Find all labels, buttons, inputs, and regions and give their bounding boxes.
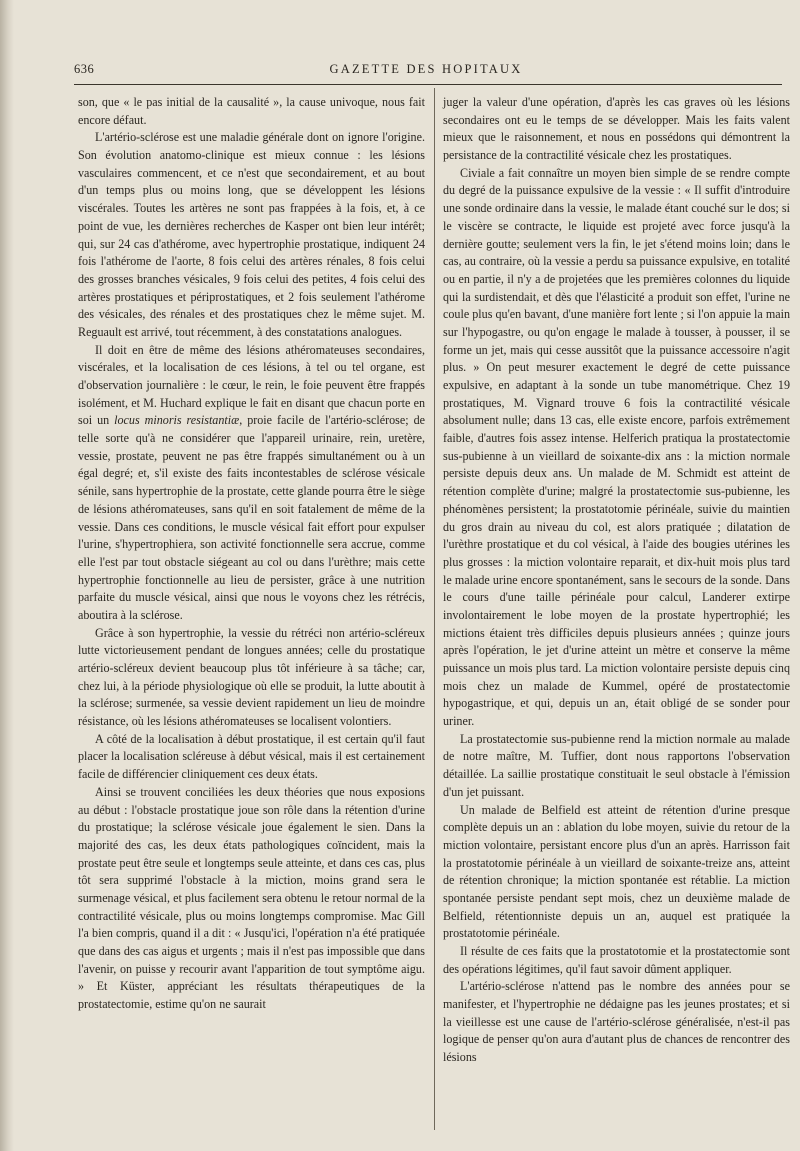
paragraph: juger la valeur d'une opération, d'après les cas graves où les lésions secondaires ont eu le temps de se développer. Mais les faits valent mieux que le raisonnement, et nous en possédons qui démontrent la persistance de la contractilité vésicale chez les prostatiques.: [443, 95, 790, 163]
left-column: [78, 94, 425, 1014]
paragraph: La prostatectomie sus-pubienne rend la miction normale au malade de notre maître, M. Tuffier, dont nous rapportons l'observation détaillée. La saillie prostatique constituait le seul obstacle à l'émission d'un jet puissant.: [443, 731, 790, 799]
page-binding-edge: [0, 0, 14, 1151]
header-rule: [74, 84, 782, 85]
paragraph-text: Il doit en être de même des lésions athéromateuses secondaires, viscérales, et la localisation de ces lésions, à tel ou tel organe, est d'observation journalière : le cœur, le rein, le foie peuvent être frappés isolément, et M. Huchard explique le fait en disant que chacun porte en soi un: [78, 342, 425, 428]
paragraph: Un malade de Belfield est atteint de rétention d'urine presque complète depuis un an : ablation du lobe moyen, suivie du retour de la miction volontaire, persistant encore plus d'un an après. Harrisson fait la prostatotomie périnéale à un vieillard de soixante-treize ans, atteint de rétention chronique; la miction spontanée est rétablie. La miction spontanée persiste pendant sept mois, chez un deuxième malade de Belfield, rétentionniste depuis un an, auquel est pratiquée la prostatotomie périnéale.: [443, 802, 790, 941]
paragraph: Il résulte de ces faits que la prostatotomie et la prostatectomie sont des opérations légitimes, qu'il faut savoir dûment appliquer.: [443, 944, 790, 976]
running-head: GAZETTE DES HOPITAUX: [329, 62, 523, 76]
paragraph: [78, 342, 425, 625]
paragraph: Ainsi se trouvent conciliées les deux théories que nous exposions au début : l'obstacle prostatique joue son rôle dans la rétention d'urine du prostatique; la sclérose vésicale joue également le sien. Dans la majorité des cas, les deux états pathologiques coïncident, mais la prostate peut être seule et longtemps seule atteinte, et dans ces cas, plus tôt sera supprimé l'obstacle à la miction, moins grand sera le surmenage vésical, et plus facilement sera obtenu le retour normal de la contractilité vésicale, plus ou moins longtemps compromise. Mac Gill l'a bien compris, quand il a dit : « Jusqu'ici, l'opération n'a été pratiquée que dans des cas aigus et urgents ; mais il n'est pas impossible que dans l'avenir, on puisse y recourir avant l'apparition de tout symptôme aigu. » Et Küster, appréciant les résultats thérapeutiques de la prostatectomie, estime qu'on ne saurait: [78, 784, 425, 1012]
paragraph-text: , proie facile de l'artério-sclérose; de telle sorte qu'à ne considérer que l'appareil urinaire, rein, uretère, vessie, prostate, peuvent ne pas être frappés simultanément ou à un égal degré; et, s'il existe des faits incontestables de sclérose vésicale sénile, sans hypertrophie de la prostate, cette glande pourra être le siège de lésions athéromateuses, sans qu'il en soit fatalement de même de la vessie. Dans ces conditions, le muscle vésical fait effort pour expulser l'urine, s'hypertrophiera, son activité fonctionnelle sera accrue, comme elle l'est par tout obstacle siégeant au col ou dans l'urèthre; mais cette hypertrophie fonctionnelle au lieu de persister, grâce à une nutrition parfaite du muscle vésical, ainsi que nous le voyons chez les rétrécis, aboutira à la sclérose.: [78, 413, 425, 622]
paragraph: Grâce à son hypertrophie, la vessie du rétréci non artério-scléreux lutte victorieusement pendant de longues années; celle du prostatique artério-scléreux devient beaucoup plus tôt inférieure à sa tâche; car, chez lui, à la période physiologique où elle se produit, la lutte aboutit à la sclérose; surmenée, sa vessie devient rapidement un lieu de moindre résistance, où les lésions athéromateuses se localisent volontiers.: [78, 625, 425, 729]
page-number: 636: [74, 62, 95, 76]
right-column: [443, 94, 790, 1067]
paragraph: Civiale a fait connaître un moyen bien simple de se rendre compte du degré de la puissance expulsive de la vessie : « Il suffit d'introduire une sonde ordinaire dans la vessie, le malade étant couché sur le dos; si le viscère se contracte, le liquide est projeté avec force jusqu'à la dernière goutte; seulement vers la fin, le jet s'étend moins loin; dans le cas, au contraire, où la vessie a perdu sa puissance expulsive, en totalité ou en partie, il n'y a de projetées que les premières colonnes du liquide qui la surdistendait, et dès que l'élasticité a produit son effet, l'urine ne coule plus qu'en bavant, d'une manière fort lente ; si l'on appuie la main sur l'hypogastre, ou qu'on engage le malade à tousser, à pousser, il se forme un jet, mais qui cesse aussitôt que la puissance accessoire n'agit plus. » On peut mesurer exactement le degré de cette puissance expulsive, en adaptant à la sonde un tube manométrique. Chez 19 prostatiques, M. Vignard trouve 6 fois la contractilité vésicale absolument nulle; dans 13 cas, elle existe encore, parfois extrêmement faible, d'autres fois assez intense. Helferich pratiqua la prostatectomie sus-pubienne à un vieillard de soixante-dix ans : la miction normale persiste depuis deux ans. Un malade de M. Schmidt est atteint de rétention complète d'urine; malgré la prostatectomie sus-pubienne, les phénomènes persistent; la prostatotomie périnéale, suivie du maintien du gros drain au niveau du col, est alors pratiquée ; dilatation de l'urèthre prostatique et du col vésical, à l'aide des bougies utérines les plus grosses : la miction volontaire reparait, et dix-huit mois plus tard le malade urine encore spontanément, sans le secours de la sonde. Dans le cours d'une taille périnéale pour calcul, Landerer extirpe involontairement le lobe moyen de la prostate hypertrophié; les mictions étaient très difficiles depuis plusieurs années ; quinze jours après l'opération, le jet d'urine atteint un mètre et conserve la même puissance un mois plus tard. La miction volontaire persiste depuis cinq mois chez un malade de Kummel, opéré de prostatectomie hypogastrique, et qui, depuis un an, était obligé de se sonder pour uriner.: [443, 165, 790, 729]
paragraph: A côté de la localisation à début prostatique, il est certain qu'il faut placer la localisation scléreuse à début vésical, mais il est certainement facile de différencier cliniquement ces deux états.: [78, 731, 425, 782]
paragraph: L'artério-sclérose est une maladie générale dont on ignore l'origine. Son évolution anatomo-clinique est mieux connue : les lésions vasculaires commencent, et ce n'est que secondairement, et au bout d'un temps plus ou moins long, que se développent les lésions viscérales. Toutes les artères ne sont pas frappées à la fois, et, à ce point de vue, les dernières recherches de Kasper ont bien leur intérêt; qui, sur 24 cas d'athérome, avec hypertrophie prostatique, indiquent 24 fois l'athérome de l'aorte, 8 fois celui des artères rénales, 8 fois celui des grosses branches vésicales, 9 fois celui des petites, 4 fois celui des artères prostatiques et périprostatiques, et 2 fois seulement l'athérome des vésicales, des rénales et des prostatiques chez le même sujet. M. Reguault est arrivé, tout récemment, à des constatations analogues.: [78, 130, 425, 339]
paragraph: son, que « le pas initial de la causalité », la cause univoque, nous fait encore défaut.: [78, 95, 425, 127]
page-header: [74, 62, 778, 84]
paragraph: L'artério-sclérose n'attend pas le nombre des années pour se manifester, et l'hypertrophie ne dédaigne pas les jeunes prostates; et si la vieillesse est une cause de l'artério-sclérose généralisée, n'est-il pas logique de penser qu'on aura d'autant plus de chances de rencontrer des lésions: [443, 979, 790, 1065]
latin-phrase: locus minoris resistantiæ: [114, 413, 240, 428]
column-divider: [434, 88, 435, 1130]
